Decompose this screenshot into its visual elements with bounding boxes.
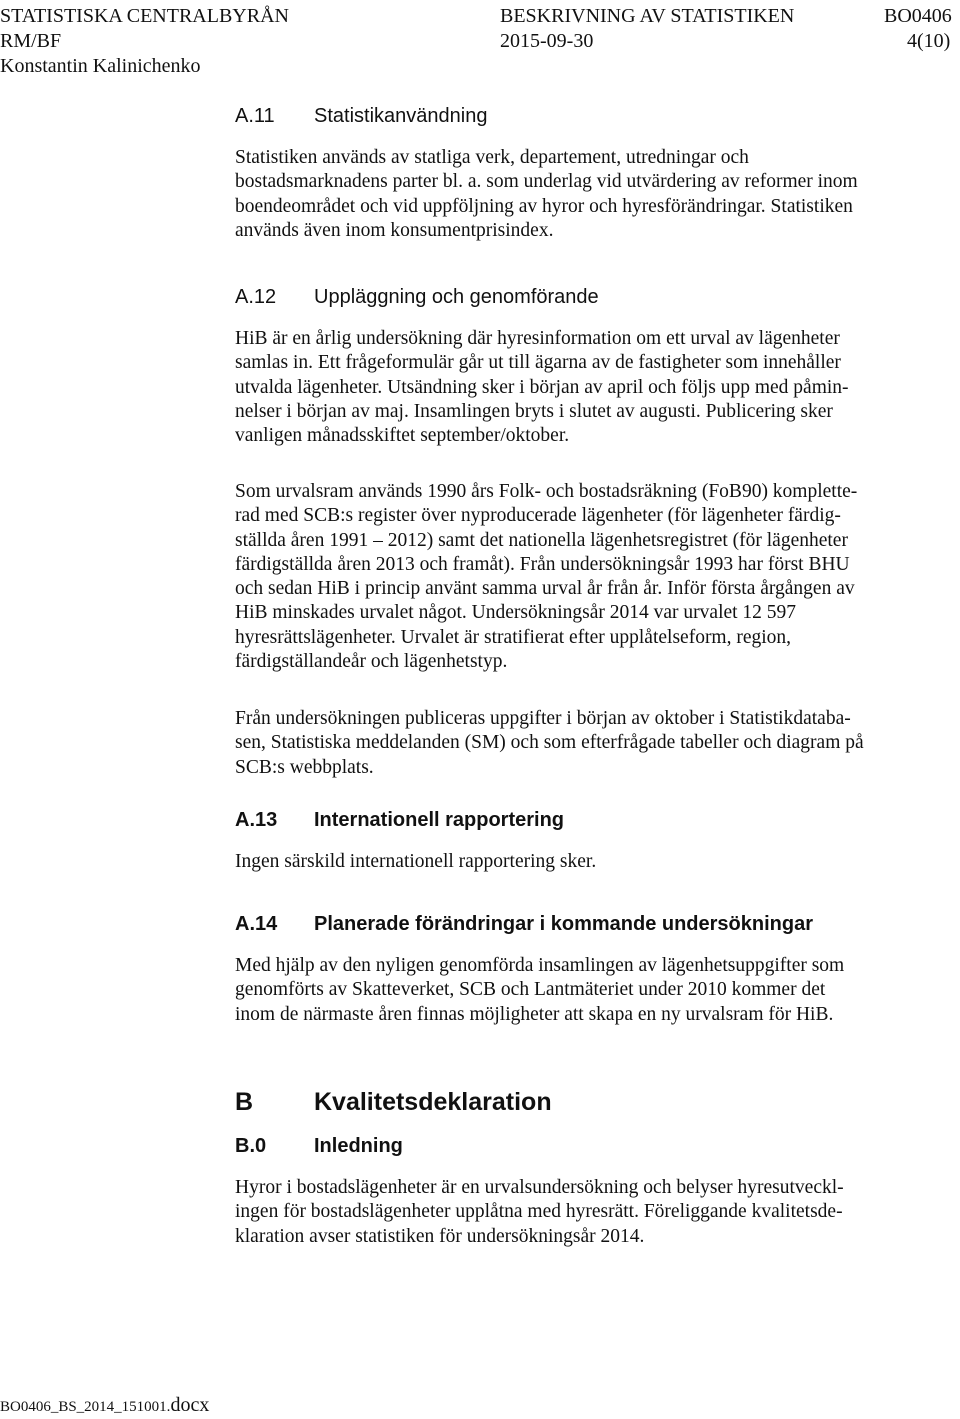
paragraph-line: Ingen särskild internationell rapportering sker.: [235, 851, 597, 872]
paragraph-line: ställda åren 1991 – 2012) samt det nationella lägenhetsregistret (för lägenheter: [235, 529, 848, 551]
paragraph-line: sen, Statistiska meddelanden (SM) och som efterfrågade tabeller och diagram på: [235, 732, 864, 754]
section-heading: Planerade förändringar i kommande undersökningar: [314, 913, 814, 935]
section-heading: Inledning: [314, 1135, 403, 1157]
paragraph: [235, 1176, 844, 1249]
paragraph-line: Statistiken används av statliga verk, departement, utredningar och: [235, 147, 749, 168]
footer-filename-base: BO0406_BS_2014_151001.: [0, 1399, 171, 1415]
section-number: B.0: [235, 1135, 267, 1157]
paragraph-line: utvalda lägenheter. Utsändning sker i början av april och följs upp med påmin-: [235, 376, 849, 398]
paragraph-line: Från undersökningen publiceras uppgifter i början av oktober i Statistikdataba-: [235, 708, 851, 729]
chapter-number: B: [235, 1088, 254, 1116]
paragraph-line: hyresrättslägenheter. Urvalet är stratifierat efter upplåtelseform, region,: [235, 626, 792, 648]
paragraph-line: inom de närmaste åren finnas möjligheter att skapa en ny urvalsram för HiB.: [235, 1003, 834, 1025]
header-author: Konstantin Kalinichenko: [0, 55, 201, 77]
section-number: A.14: [235, 913, 278, 935]
section-number: A.11: [235, 105, 275, 127]
paragraph-line: SCB:s webbplats.: [235, 756, 374, 778]
paragraph-line: används även inom konsumentprisindex.: [235, 219, 554, 241]
paragraph-line: Hyror i bostadslägenheter är en urvalsundersökning och belyser hyresutveckl-: [235, 1177, 844, 1198]
paragraph-line: HiB är en årlig undersökning där hyresinformation om ett urval av lägenheter: [235, 328, 840, 349]
header-page: 4(10): [907, 30, 951, 52]
paragraph-line: ingen för bostadslägenheter upplåtna med hyresrätt. Föreliggande kvalitetsde-: [235, 1201, 843, 1223]
paragraph: [235, 146, 858, 243]
paragraph-line: rad med SCB:s register över nyproducerade lägenheter (för lägenheter färdig-: [235, 505, 841, 527]
paragraph-line: klaration avser statistiken för undersökningsår 2014.: [235, 1225, 645, 1247]
paragraph-line: och sedan HiB i princip använt samma urval år från år. Inför första årgången av: [235, 578, 855, 600]
header-date: 2015-09-30: [500, 30, 594, 52]
paragraph: [235, 480, 857, 674]
paragraph-line: färdigställandeår och lägenhetstyp.: [235, 651, 508, 673]
paragraph-line: HiB minskades urvalet något. Undersökningsår 2014 var urvalet 12 597: [235, 602, 797, 624]
section-heading: Internationell rapportering: [314, 809, 565, 831]
header-doc-code: BO0406: [884, 5, 952, 27]
paragraph-line: bostadsmarknadens parter bl. a. som underlag vid utvärdering av reformer inom: [235, 171, 858, 193]
paragraph-line: genomförts av Skatteverket, SCB och Lantmäteriet under 2010 kommer det: [235, 979, 826, 1001]
paragraph: [235, 954, 844, 1027]
paragraph-line: boendeområdet och vid uppföljning av hyror och hyresförändringar. Statistiken: [235, 195, 853, 217]
paragraph: [235, 327, 849, 448]
footer-filename: [0, 1394, 209, 1417]
paragraph-line: samlas in. Ett frågeformulär går ut till ägarna av de fastigheter som innehåller: [235, 352, 841, 374]
header-doc-type: BESKRIVNING AV STATISTIKEN: [500, 5, 795, 27]
header-dept: RM/BF: [0, 30, 62, 52]
paragraph: [235, 850, 596, 874]
section-number: A.12: [235, 286, 277, 308]
footer-filename-ext: docx: [170, 1394, 210, 1416]
paragraph: [235, 707, 864, 780]
header-org: STATISTISKA CENTRALBYRÅN: [0, 5, 289, 27]
paragraph-line: Med hjälp av den nyligen genomförda insamlingen av lägenhetsuppgifter som: [235, 955, 845, 976]
section-heading: Statistikanvändning: [314, 105, 488, 127]
paragraph-line: Som urvalsram används 1990 års Folk- och bostadsräkning (FoB90) komplette-: [235, 481, 858, 502]
section-heading: Uppläggning och genomförande: [314, 286, 599, 308]
paragraph-line: vanligen månadsskiftet september/oktober.: [235, 425, 570, 447]
section-number: A.13: [235, 809, 278, 831]
chapter-heading: Kvalitetsdeklaration: [314, 1088, 552, 1116]
paragraph-line: nelser i början av maj. Insamlingen bryts i slutet av augusti. Publicering sker: [235, 400, 833, 422]
paragraph-line: färdigställda åren 2013 och framåt). Från undersökningsår 1993 har först BHU: [235, 553, 850, 575]
